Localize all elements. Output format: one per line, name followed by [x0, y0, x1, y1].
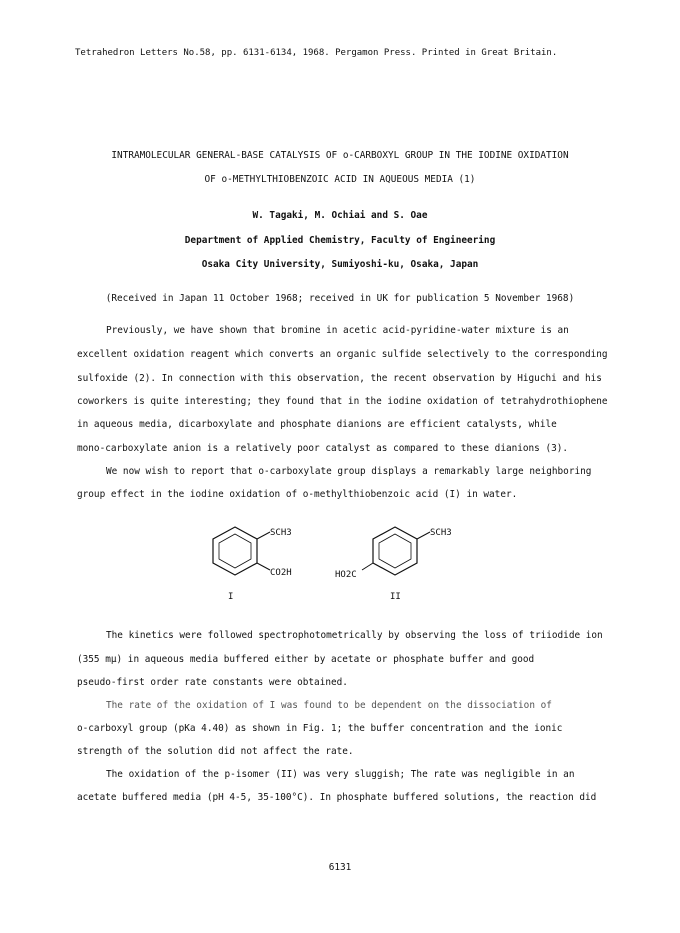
- structure-ii-sch3: SCH3: [430, 528, 452, 538]
- title-line-1: INTRAMOLECULAR GENERAL-BASE CATALYSIS OF o-CARBOXYL GROUP IN THE IODINE OXIDATION: [111, 150, 569, 161]
- para5-line: The oxidation of the p-isomer (II) was very sluggish; The rate was negligible in an: [106, 769, 575, 780]
- structure-i-label: I: [228, 592, 234, 602]
- journal-header: Tetrahedron Letters No.58, pp. 6131-6134, 1968. Pergamon Press. Printed in Great Britain.: [75, 48, 558, 58]
- page-number: 6131: [328, 862, 352, 873]
- structure-i-sch3: SCH3: [270, 528, 292, 538]
- structure-ii-ring: [362, 527, 430, 575]
- para2-line: We now wish to report that o-carboxylate group displays a remarkably large neighboring: [106, 466, 592, 477]
- para3-line: The kinetics were followed spectrophotometrically by observing the loss of triiodide ion: [106, 630, 603, 641]
- structure-ii-ho2c: HO2C: [335, 570, 357, 580]
- affiliation-line-1: Department of Applied Chemistry, Faculty of Engineering: [184, 235, 496, 246]
- affiliation-line-2: Osaka City University, Sumiyoshi-ku, Osaka, Japan: [201, 259, 479, 270]
- para2-line: group effect in the iodine oxidation of o-methylthiobenzoic acid (I) in water.: [77, 489, 518, 500]
- para4-line: strength of the solution did not affect the rate.: [77, 746, 354, 757]
- structure-i-co2h: CO2H: [270, 568, 292, 578]
- structure-i-ring: [213, 527, 270, 575]
- para1-line: sulfoxide (2). In connection with this observation, the recent observation by Higuchi and his: [77, 373, 602, 384]
- para4-line: The rate of the oxidation of I was found to be dependent on the dissociation of: [106, 700, 552, 711]
- title-line-2: OF o-METHYLTHIOBENZOIC ACID IN AQUEOUS MEDIA (1): [204, 174, 476, 185]
- para1-line: Previously, we have shown that bromine in acetic acid-pyridine-water mixture is an: [106, 325, 569, 336]
- para1-line: coworkers is quite interesting; they found that in the iodine oxidation of tetrahydrothiophene: [77, 396, 608, 407]
- para5-line: acetate buffered media (pH 4-5, 35-100°C). In phosphate buffered solutions, the reaction did: [77, 792, 597, 803]
- para3-line: (355 mμ) in aqueous media buffered either by acetate or phosphate buffer and good: [77, 654, 535, 665]
- para3-line: pseudo-first order rate constants were obtained.: [77, 677, 348, 688]
- para1-line: in aqueous media, dicarboxylate and phosphate dianions are efficient catalysts, while: [77, 419, 557, 430]
- para1-line: excellent oxidation reagent which converts an organic sulfide selectively to the corresponding: [77, 349, 608, 360]
- structure-ii-label: II: [390, 592, 401, 602]
- para4-line: o-carboxyl group (pKa 4.40) as shown in Fig. 1; the buffer concentration and the ionic: [77, 723, 563, 734]
- authors: W. Tagaki, M. Ochiai and S. Oae: [252, 210, 428, 221]
- received-dates: (Received in Japan 11 October 1968; received in UK for publication 5 November 1968): [105, 293, 575, 304]
- chemical-structures: [190, 515, 490, 605]
- para1-line: mono-carboxylate anion is a relatively poor catalyst as compared to these dianions (3).: [77, 443, 569, 454]
